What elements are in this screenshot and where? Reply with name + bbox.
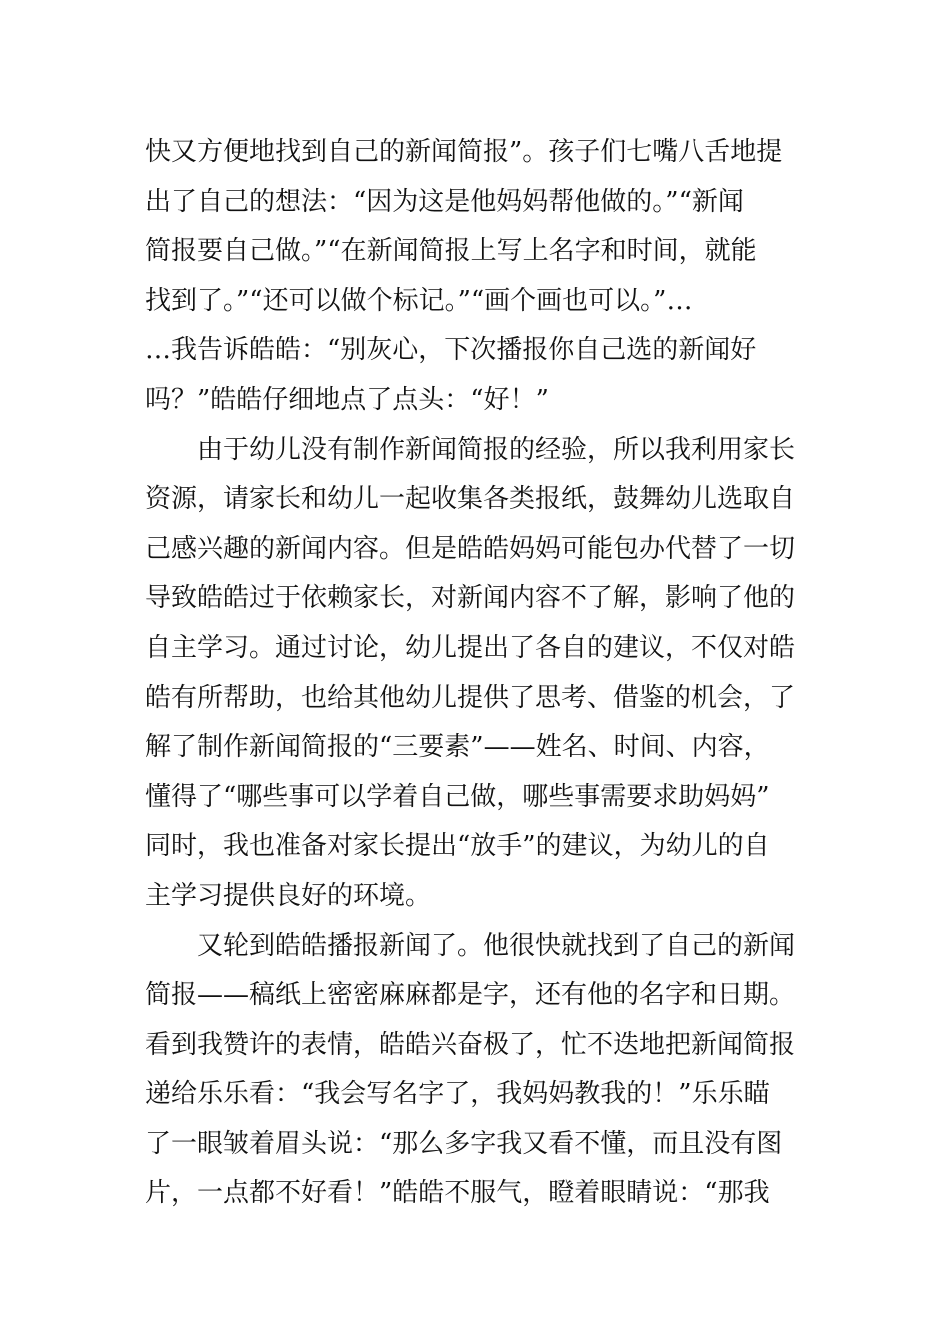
text-line-20: 递给乐乐看：“我会写名字了，我妈妈教我的！”乐乐瞄 — [145, 1079, 770, 1110]
text-line-13: 解了制作新闻简报的“三要素”——姓名、时间、内容， — [145, 732, 770, 763]
text-line-5: …我告诉皓皓：“别灰心，下次播报你自己选的新闻好 — [145, 335, 757, 366]
text-line-8: 资源，请家长和幼儿一起收集各类报纸，鼓舞幼儿选取自 — [145, 484, 796, 515]
text-line-1: 快又方便地找到自己的新闻简报”。孩子们七嘴八舌地提 — [145, 137, 783, 167]
body-text — [145, 128, 810, 1219]
text-line-10: 导致皓皓过于依赖家长，对新闻内容不了解，影响了他的 — [145, 583, 796, 614]
text-line-3: 简报要自己做。”“在新闻简报上写上名字和时间，就能 — [145, 236, 757, 267]
text-line-9: 己感兴趣的新闻内容。但是皓皓妈妈可能包办代替了一切 — [145, 533, 796, 564]
text-line-22: 片，一点都不好看！”皓皓不服气，瞪着眼睛说：“那我 — [145, 1178, 770, 1209]
text-line-16: 主学习提供良好的环境。 — [145, 880, 432, 911]
text-line-2: 出了自己的想法：“因为这是他妈妈帮他做的。”“新闻 — [145, 186, 744, 217]
text-line-4: 找到了。”“还可以做个标记。”“画个画也可以。”… — [145, 285, 693, 316]
text-line-21: 了一眼皱着眉头说：“那么多字我又看不懂，而且没有图 — [145, 1128, 783, 1159]
text-line-6: 吗？”皓皓仔细地点了点头：“好！” — [145, 384, 549, 415]
text-line-12: 皓有所帮助，也给其他幼儿提供了思考、借鉴的机会，了 — [145, 682, 796, 713]
text-line-11: 自主学习。通过讨论，幼儿提出了各自的建议，不仅对皓 — [145, 632, 796, 663]
text-line-19: 看到我赞许的表情，皓皓兴奋极了，忙不迭地把新闻简报 — [145, 1029, 796, 1060]
text-line-17: 又轮到皓皓播报新闻了。他很快就找到了自己的新闻 — [145, 930, 796, 961]
text-line-7: 由于幼儿没有制作新闻简报的经验，所以我利用家长 — [145, 434, 796, 465]
text-line-18: 简报——稿纸上密密麻麻都是字，还有他的名字和日期。 — [145, 980, 796, 1011]
text-line-15: 同时，我也准备对家长提出“放手”的建议，为幼儿的自 — [145, 831, 770, 862]
text-line-14: 懂得了“哪些事可以学着自己做，哪些事需要求助妈妈” — [145, 781, 770, 812]
